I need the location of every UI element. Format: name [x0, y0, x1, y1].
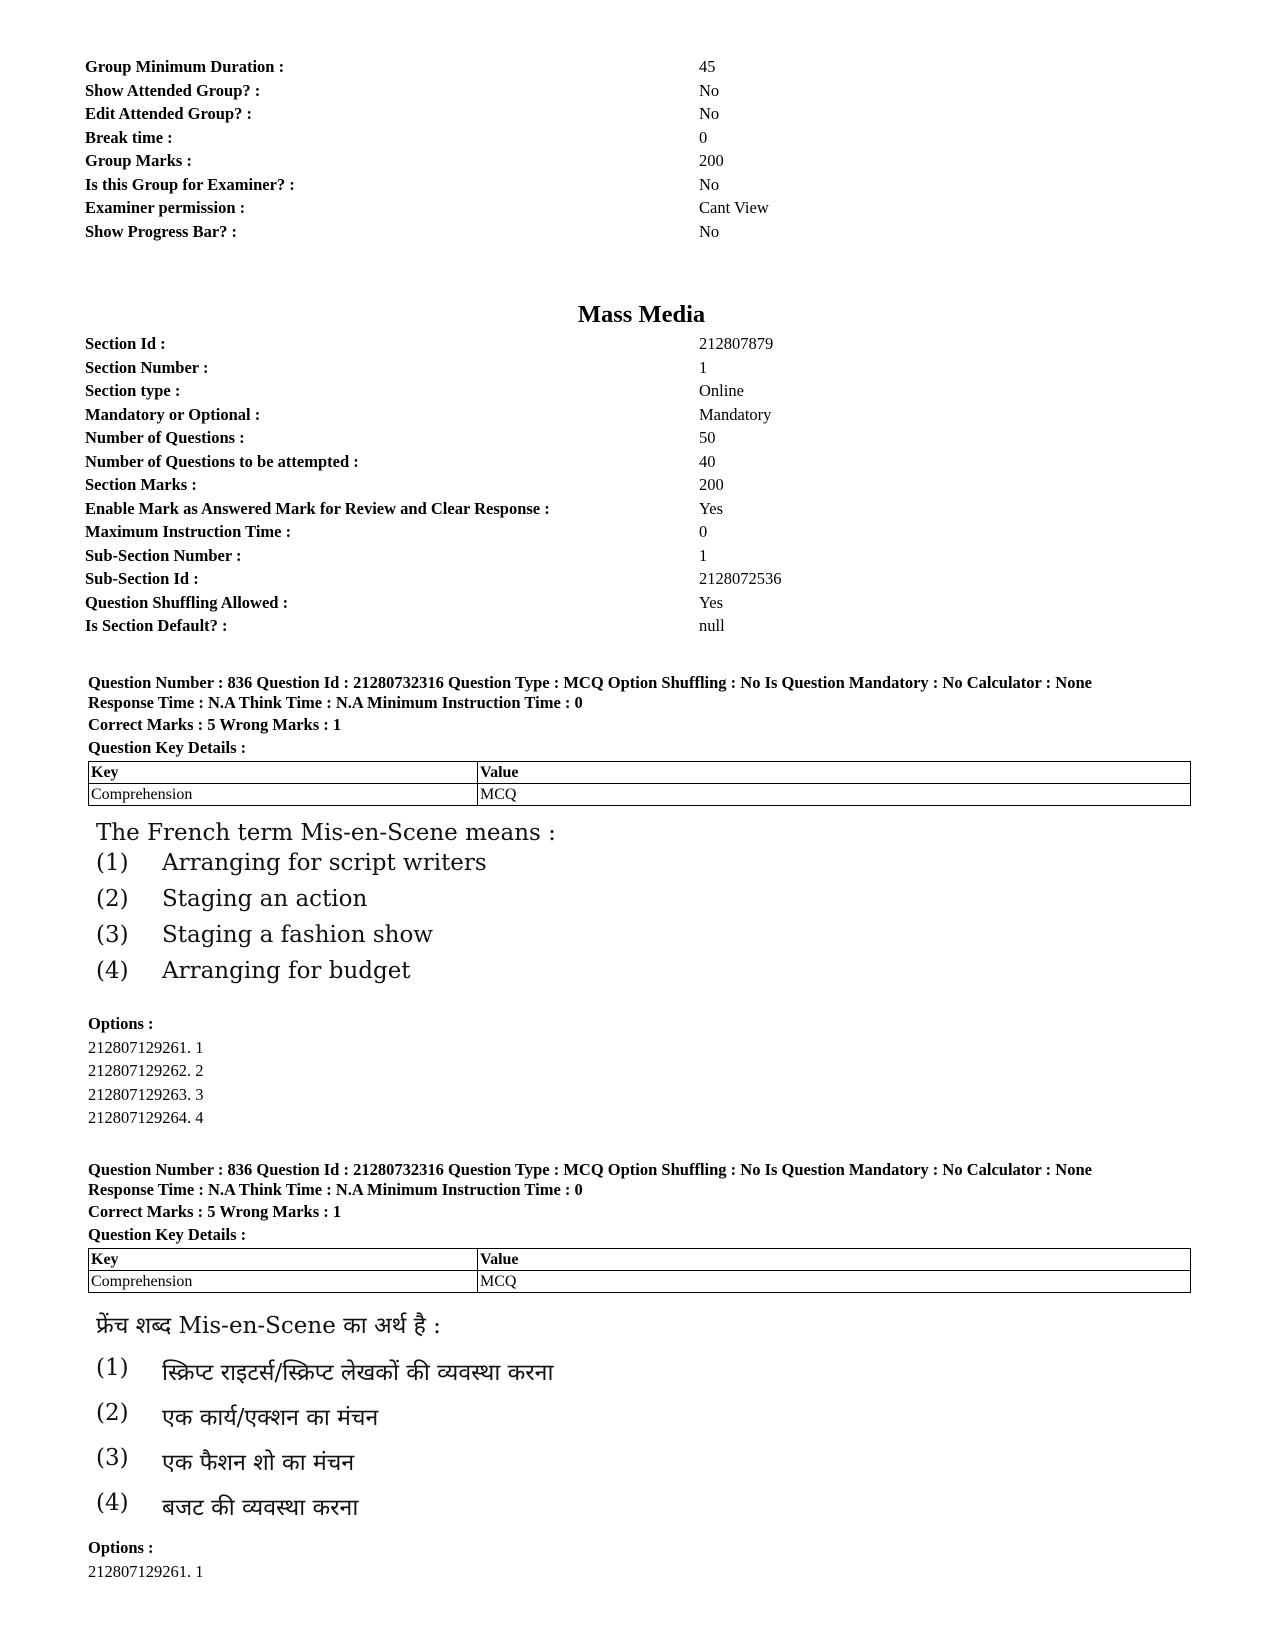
question-marks: Correct Marks : 5 Wrong Marks : 1 — [88, 1202, 342, 1221]
choice-item — [96, 1490, 441, 1535]
kv-key: Section Marks : — [85, 475, 197, 494]
kv-key: Edit Attended Group? : — [85, 104, 253, 123]
kv-value: null — [699, 616, 725, 635]
kv-row — [85, 149, 1195, 173]
choice-item — [96, 958, 556, 994]
choice-number: (3) — [96, 922, 129, 948]
key-details-label: Question Key Details : — [88, 1225, 247, 1244]
options-label: Options : — [88, 1538, 154, 1557]
choice-item — [96, 922, 556, 958]
kv-value: No — [699, 174, 720, 194]
question-marks: Correct Marks : 5 Wrong Marks : 1 — [88, 715, 342, 734]
kv-key: Show Attended Group? : — [85, 80, 261, 100]
kv-row — [85, 567, 1195, 591]
kv-value: 212807879 — [699, 334, 774, 353]
kv-row — [85, 55, 1195, 79]
table-cell: MCQ — [478, 1271, 1191, 1293]
kv-key: Number of Questions : — [85, 428, 245, 447]
kv-row — [85, 426, 1195, 450]
kv-row — [85, 102, 1195, 126]
table-cell: Comprehension — [89, 1271, 478, 1293]
kv-value: 0 — [699, 522, 708, 541]
kv-row — [85, 497, 1195, 521]
kv-row — [85, 126, 1195, 150]
choice-text: स्क्रिप्ट राइटर्स/स्क्रिप्ट लेखकों की व्यवस्था करना — [162, 1360, 554, 1386]
question-header — [88, 673, 1198, 806]
kv-row — [85, 220, 1195, 244]
choice-number: (2) — [96, 1400, 129, 1426]
option-id: 212807129261. 1 — [88, 1037, 204, 1057]
choice-item — [96, 850, 556, 886]
kv-key: Break time : — [85, 127, 173, 147]
kv-value: 40 — [699, 451, 716, 471]
kv-value: 2128072536 — [699, 569, 782, 588]
kv-value: Online — [699, 381, 744, 400]
kv-row — [85, 379, 1195, 403]
table-header-cell: Key — [89, 762, 478, 784]
kv-value: 50 — [699, 428, 716, 447]
choice-number: (1) — [96, 850, 129, 876]
table-cell: Comprehension — [89, 784, 478, 806]
choice-text: बजट की व्यवस्था करना — [162, 1495, 359, 1521]
kv-key: Sub-Section Id : — [85, 569, 199, 588]
table-header-row — [89, 1249, 1191, 1271]
options-list — [88, 1012, 204, 1130]
kv-value: No — [699, 221, 720, 241]
question-body — [96, 818, 556, 994]
kv-row — [85, 450, 1195, 474]
kv-key: Enable Mark as Answered Mark for Review and Clear Response : — [85, 498, 550, 518]
table-row — [89, 784, 1191, 806]
key-details-table — [88, 1248, 1191, 1293]
choice-number: (3) — [96, 1445, 129, 1471]
choice-item — [96, 886, 556, 922]
kv-key: Section Id : — [85, 334, 166, 353]
kv-key: Number of Questions to be attempted : — [85, 451, 359, 471]
choice-text: एक कार्य/एक्शन का मंचन — [162, 1405, 379, 1431]
kv-key: Group Minimum Duration : — [85, 57, 285, 76]
choice-text: एक फैशन शो का मंचन — [162, 1450, 355, 1476]
kv-row — [85, 520, 1195, 544]
choice-number: (1) — [96, 1355, 129, 1381]
choice-text: Staging an action — [162, 886, 368, 912]
kv-row — [85, 173, 1195, 197]
question-meta-timing: Response Time : N.A Think Time : N.A Minimum Instruction Time : 0 — [88, 1180, 583, 1199]
kv-value: Mandatory — [699, 404, 772, 424]
option-id: 212807129264. 4 — [88, 1108, 204, 1127]
kv-value: 200 — [699, 151, 724, 170]
question-meta: Question Number : 836 Question Id : 21280732316 Question Type : MCQ Option Shuffling : No Is Question Mandatory : No Calculator : None — [88, 673, 1092, 692]
kv-value: 0 — [699, 127, 708, 147]
kv-value: No — [699, 80, 720, 100]
choice-item — [96, 1355, 554, 1400]
kv-value: No — [699, 104, 720, 123]
question-meta: Question Number : 836 Question Id : 21280732316 Question Type : MCQ Option Shuffling : No Is Question Mandatory : No Calculator : None — [88, 1160, 1092, 1179]
kv-value: 1 — [699, 545, 708, 565]
question-stem: फ्रेंच शब्द Mis-en-Scene का अर्थ है : — [96, 1313, 441, 1339]
choice-number: (4) — [96, 1490, 129, 1516]
kv-key: Question Shuffling Allowed : — [85, 592, 289, 612]
choice-number: (4) — [96, 958, 129, 984]
kv-value: Yes — [699, 592, 724, 612]
kv-row — [85, 332, 1195, 356]
section-fields — [85, 332, 1195, 638]
kv-row — [85, 614, 1195, 638]
options-label: Options : — [88, 1014, 154, 1033]
question-stem: The French term Mis-en-Scene means : — [96, 820, 556, 846]
table-header-cell: Value — [478, 1249, 1191, 1271]
kv-row — [85, 356, 1195, 380]
kv-key: Show Progress Bar? : — [85, 221, 238, 241]
question-header — [88, 1160, 1198, 1293]
kv-row — [85, 196, 1195, 220]
choice-number: (2) — [96, 886, 129, 912]
group-settings — [85, 55, 1195, 243]
kv-key: Mandatory or Optional : — [85, 404, 261, 424]
kv-row — [85, 79, 1195, 103]
kv-key: Section type : — [85, 381, 181, 400]
question-meta-timing: Response Time : N.A Think Time : N.A Minimum Instruction Time : 0 — [88, 693, 583, 712]
kv-row — [85, 473, 1195, 497]
kv-row — [85, 403, 1195, 427]
key-details-label: Question Key Details : — [88, 738, 247, 757]
table-header-cell: Key — [89, 1249, 478, 1271]
choice-text: Arranging for budget — [162, 958, 411, 984]
choice-item — [96, 1445, 441, 1490]
kv-key: Examiner permission : — [85, 198, 246, 217]
option-id: 212807129262. 2 — [88, 1061, 204, 1080]
kv-value: 45 — [699, 57, 716, 76]
choice-text: Arranging for script writers — [162, 850, 487, 876]
choice-item — [96, 1400, 441, 1445]
kv-value: 200 — [699, 475, 724, 494]
table-header-row — [89, 762, 1191, 784]
option-id: 212807129263. 3 — [88, 1084, 204, 1104]
table-header-cell: Value — [478, 762, 1191, 784]
table-cell: MCQ — [478, 784, 1191, 806]
kv-key: Maximum Instruction Time : — [85, 522, 292, 541]
kv-row — [85, 591, 1195, 615]
kv-value: Cant View — [699, 198, 769, 217]
question-body — [96, 1311, 554, 1535]
kv-key: Section Number : — [85, 357, 209, 377]
option-id: 212807129261. 1 — [88, 1561, 204, 1581]
kv-value: 1 — [699, 357, 708, 377]
kv-key: Group Marks : — [85, 151, 192, 170]
kv-key: Is Section Default? : — [85, 616, 228, 635]
table-row — [89, 1271, 1191, 1293]
section-title: Mass Media — [577, 301, 706, 328]
options-list — [88, 1536, 204, 1583]
kv-key: Sub-Section Number : — [85, 545, 242, 565]
kv-row — [85, 544, 1195, 568]
key-details-table — [88, 761, 1191, 806]
choice-text: Staging a fashion show — [162, 922, 433, 948]
kv-key: Is this Group for Examiner? : — [85, 174, 295, 194]
kv-value: Yes — [699, 498, 724, 518]
